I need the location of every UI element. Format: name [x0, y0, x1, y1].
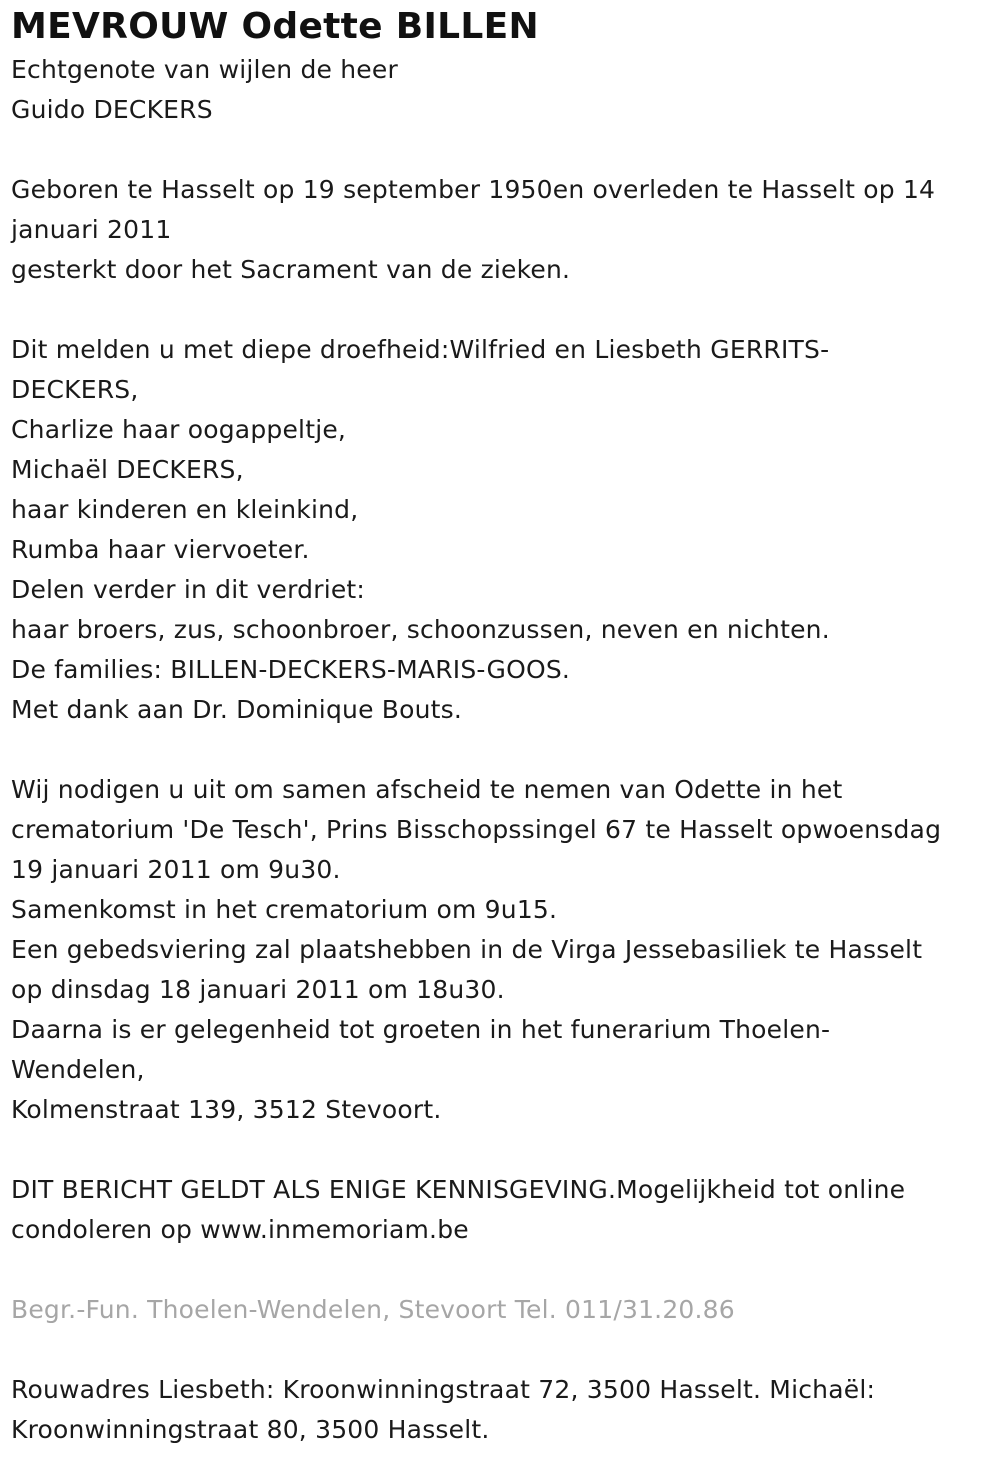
family-line: Dit melden u met diepe droefheid:Wilfried en Liesbeth GERRITS- [11, 335, 830, 364]
ceremony-line: Wij nodigen u uit om samen afscheid te nemen van Odette in het [11, 775, 843, 804]
family-line: De families: BILLEN-DECKERS-MARIS-GOOS. [11, 655, 571, 684]
family-line: Charlize haar oogappeltje, [11, 415, 347, 444]
notice-text-line: DIT BERICHT GELDT ALS ENIGE KENNISGEVING.Mogelijkheid tot online [11, 1175, 906, 1204]
ceremony-line: Samenkomst in het crematorium om 9u15. [11, 895, 558, 924]
funeral-director-line: Begr.-Fun. Thoelen-Wendelen, Stevoort Tel. 011/31.20.86 [11, 1295, 735, 1324]
ceremony-line: Wendelen, [11, 1055, 145, 1084]
paragraph-gap [11, 1330, 991, 1370]
intro-line: Echtgenote van wijlen de heer [11, 55, 398, 84]
birth-death-line: gesterkt door het Sacrament van de zieken. [11, 255, 571, 284]
paragraph-gap [11, 1130, 991, 1170]
paragraph-gap [11, 1250, 991, 1290]
paragraph-gap [11, 730, 991, 770]
family-line: Met dank aan Dr. Dominique Bouts. [11, 695, 463, 724]
notice-body [11, 50, 991, 1450]
intro-line: Guido DECKERS [11, 95, 213, 124]
family-line: Michaël DECKERS, [11, 455, 244, 484]
ceremony-line: op dinsdag 18 januari 2011 om 18u30. [11, 975, 505, 1004]
address-line: Rouwadres Liesbeth: Kroonwinningstraat 72, 3500 Hasselt. Michaël: [11, 1375, 876, 1404]
family-line: Delen verder in dit verdriet: [11, 575, 366, 604]
ceremony-line: 19 januari 2011 om 9u30. [11, 855, 341, 884]
family-line: Rumba haar viervoeter. [11, 535, 310, 564]
paragraph-gap [11, 290, 991, 330]
family-line: haar broers, zus, schoonbroer, schoonzussen, neven en nichten. [11, 615, 830, 644]
ceremony-line: Daarna is er gelegenheid tot groeten in het funerarium Thoelen- [11, 1015, 831, 1044]
birth-death-line: januari 2011 [11, 215, 172, 244]
family-line: DECKERS, [11, 375, 139, 404]
notice-text-line: condoleren op www.inmemoriam.be [11, 1215, 469, 1244]
ceremony-line: crematorium 'De Tesch', Prins Bisschopssingel 67 te Hasselt opwoensdag [11, 815, 942, 844]
ceremony-line: Een gebedsviering zal plaatshebben in de Virga Jessebasiliek te Hasselt [11, 935, 923, 964]
birth-death-line: Geboren te Hasselt op 19 september 1950en overleden te Hasselt op 14 [11, 175, 936, 204]
page-title: MEVROUW Odette BILLEN [11, 6, 539, 47]
ceremony-line: Kolmenstraat 139, 3512 Stevoort. [11, 1095, 442, 1124]
family-line: haar kinderen en kleinkind, [11, 495, 359, 524]
address-line: Kroonwinningstraat 80, 3500 Hasselt. [11, 1415, 490, 1444]
paragraph-gap [11, 130, 991, 170]
obituary-notice [11, 0, 991, 1450]
